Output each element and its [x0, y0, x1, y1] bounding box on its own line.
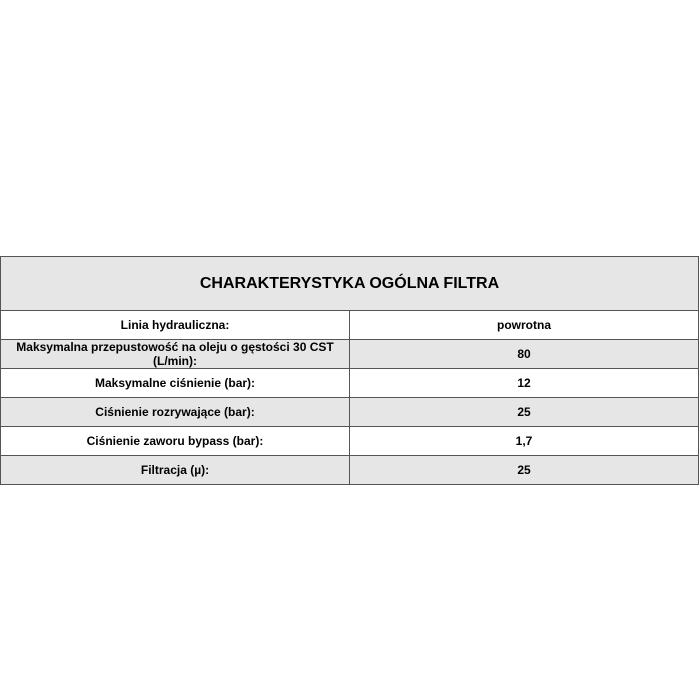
row-value-burst-pressure: 25 [350, 398, 699, 427]
row-label-max-pressure: Maksymalne ciśnienie (bar): [1, 369, 350, 398]
filter-specs-table [0, 256, 699, 485]
table-row [1, 311, 699, 340]
row-label-bypass-pressure: Ciśnienie zaworu bypass (bar): [1, 427, 350, 456]
table-row [1, 456, 699, 485]
table-row [1, 398, 699, 427]
row-label-hydraulic-line: Linia hydrauliczna: [1, 311, 350, 340]
row-label-max-flow: Maksymalna przepustowość na oleju o gęstości 30 CST (L/min): [1, 340, 350, 369]
row-value-bypass-pressure: 1,7 [350, 427, 699, 456]
table-title-row [1, 257, 699, 311]
row-value-max-pressure: 12 [350, 369, 699, 398]
row-label-burst-pressure: Ciśnienie rozrywające (bar): [1, 398, 350, 427]
table-row [1, 369, 699, 398]
row-value-hydraulic-line: powrotna [350, 311, 699, 340]
row-label-filtration: Filtracja (µ): [1, 456, 350, 485]
row-value-max-flow: 80 [350, 340, 699, 369]
table-title: CHARAKTERYSTYKA OGÓLNA FILTRA [1, 257, 699, 311]
table-row [1, 340, 699, 369]
row-value-filtration: 25 [350, 456, 699, 485]
table-row [1, 427, 699, 456]
